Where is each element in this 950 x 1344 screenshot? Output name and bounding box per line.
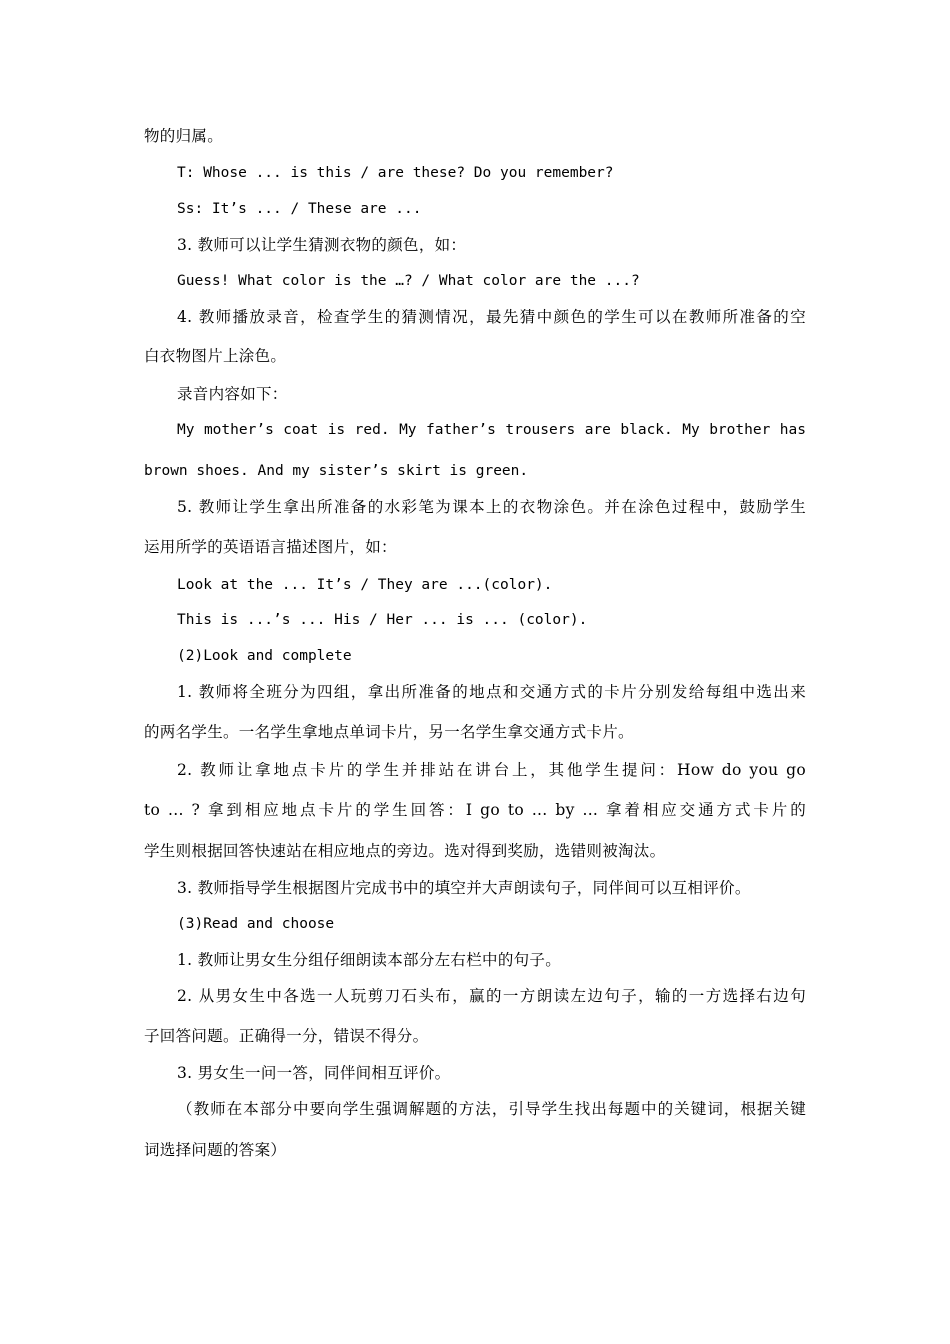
text-line-27: （教师在本部分中要向学生强调解题的方法，引导学生找出每题中的关键词，根据关键: [177, 1100, 806, 1118]
text-line-3: Ss: It’s ... / These are ...: [177, 201, 422, 217]
text-line-12: 运用所学的英语语言描述图片，如：: [144, 538, 397, 556]
text-line-26: 3. 男女生一问一答，同伴间相互评价。: [177, 1064, 451, 1082]
text-line-16: 1. 教师将全班分为四组，拿出所准备的地点和交通方式的卡片分别发给每组中选出来: [177, 683, 806, 701]
text-line-11: 5. 教师让学生拿出所准备的水彩笔为课本上的衣物涂色。并在涂色过程中，鼓励学生: [177, 498, 806, 516]
text-line-4: 3. 教师可以让学生猜测衣物的颜色，如：: [177, 236, 467, 254]
text-line-19: to ... ? 拿到相应地点卡片的学生回答：I go to ... by ... 拿着相应交通方式卡片的: [144, 801, 806, 819]
text-line-23: 1. 教师让男女生分组仔细朗读本部分左右栏中的句子。: [177, 951, 562, 969]
text-line-5: Guess! What color is the …? / What color are the ...?: [177, 273, 640, 289]
text-line-7: 白衣物图片上涂色。: [144, 347, 287, 365]
text-line-1: 物的归属。: [144, 127, 224, 145]
text-line-8: 录音内容如下：: [177, 385, 288, 403]
text-line-24: 2. 从男女生中各选一人玩剪刀石头布，赢的一方朗读左边句子，输的一方选择右边句: [177, 987, 806, 1005]
text-line-15: (2)Look and complete: [177, 648, 352, 664]
text-line-18: 2. 教师让拿地点卡片的学生并排站在讲台上，其他学生提问：How do you go: [177, 761, 806, 779]
text-line-20: 学生则根据回答快速站在相应地点的旁边。选对得到奖励，选错则被淘汰。: [144, 842, 666, 860]
text-line-6: 4. 教师播放录音，检查学生的猜测情况，最先猜中颜色的学生可以在教师所准备的空: [177, 308, 806, 326]
text-line-28: 词选择问题的答案）: [144, 1141, 287, 1159]
text-line-22: (3)Read and choose: [177, 916, 335, 932]
text-line-25: 子回答问题。正确得一分，错误不得分。: [144, 1027, 429, 1045]
text-line-2: T: Whose ... is this / are these? Do you remember?: [177, 165, 614, 181]
text-line-10: brown shoes. And my sister’s skirt is green.: [144, 463, 529, 479]
text-line-14: This is ...’s ... His / Her ... is ... (color).: [177, 612, 588, 628]
text-line-9: My mother’s coat is red. My father’s trousers are black. My brother has: [177, 422, 806, 438]
text-line-21: 3. 教师指导学生根据图片完成书中的填空并大声朗读句子，同伴间可以互相评价。: [177, 879, 751, 897]
text-line-13: Look at the ... It’s / They are ...(color).: [177, 577, 553, 593]
text-line-17: 的两名学生。一名学生拿地点单词卡片，另一名学生拿交通方式卡片。: [144, 723, 634, 741]
